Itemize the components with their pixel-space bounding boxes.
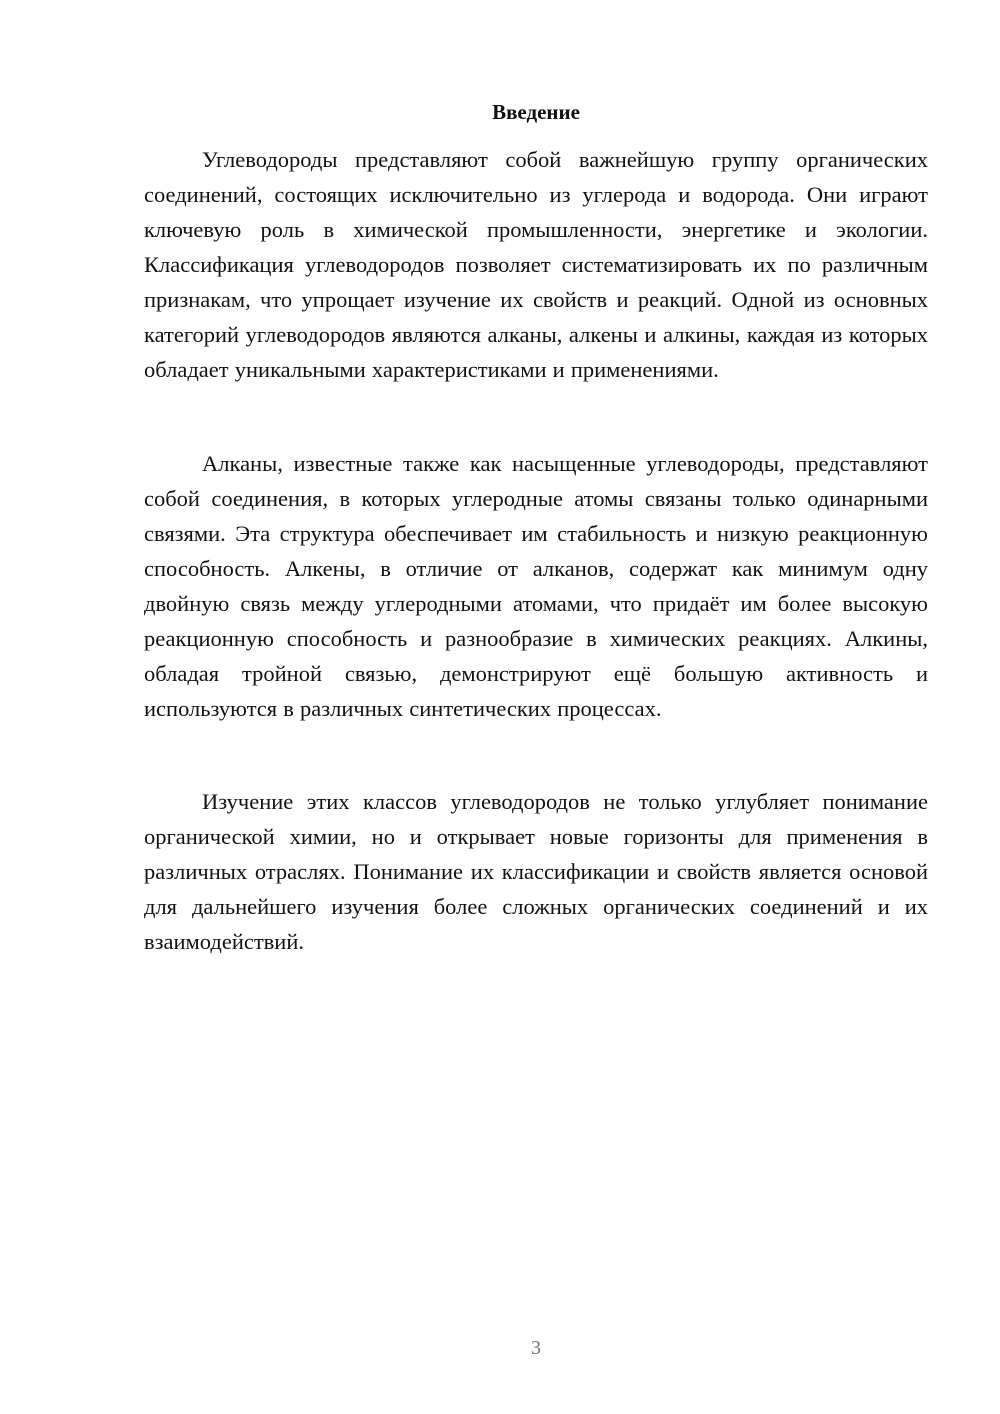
page-number: 3 (531, 1337, 541, 1359)
paragraph-3-container (144, 784, 928, 959)
paragraph-2: Алканы, известные также как насыщенные углеводороды, представляют собой соединения, в которых углеродные атомы связаны только одинарными связями. Эта структура обеспечивает им стабильность и низкую реакционную способность. Алкены, в отличие от алканов, содержат как минимум одну двойную связь между углеродными атомами, что придаёт им более высокую реакционную способность и разнообразие в химических реакциях. Алкины, обладая тройной связью, демонстрируют ещё большую активность и используются в различных синтетических процессах. (144, 451, 928, 721)
section-heading: Введение (492, 100, 580, 124)
paragraph-1: Углеводороды представляют собой важнейшую группу органических соединений, состоящих исключительно из углерода и водорода. Они играют ключевую роль в химической промышленности, энергетике и экологии. Классификация углеводородов позволяет систематизировать их по различным признакам, что упрощает изучение их свойств и реакций. Одной из основных категорий углеводородов являются алканы, алкены и алкины, каждая из которых обладает уникальными характеристиками и применениями. (144, 147, 928, 382)
paragraph-2-container (144, 446, 928, 726)
paragraph-1-container (144, 142, 928, 387)
paragraph-3: Изучение этих классов углеводородов не только углубляет понимание органической химии, но и открывает новые горизонты для применения в различных отраслях. Понимание их классификации и свойств является основой для дальнейшего изучения более сложных органических соединений и их взаимодействий. (144, 789, 928, 954)
